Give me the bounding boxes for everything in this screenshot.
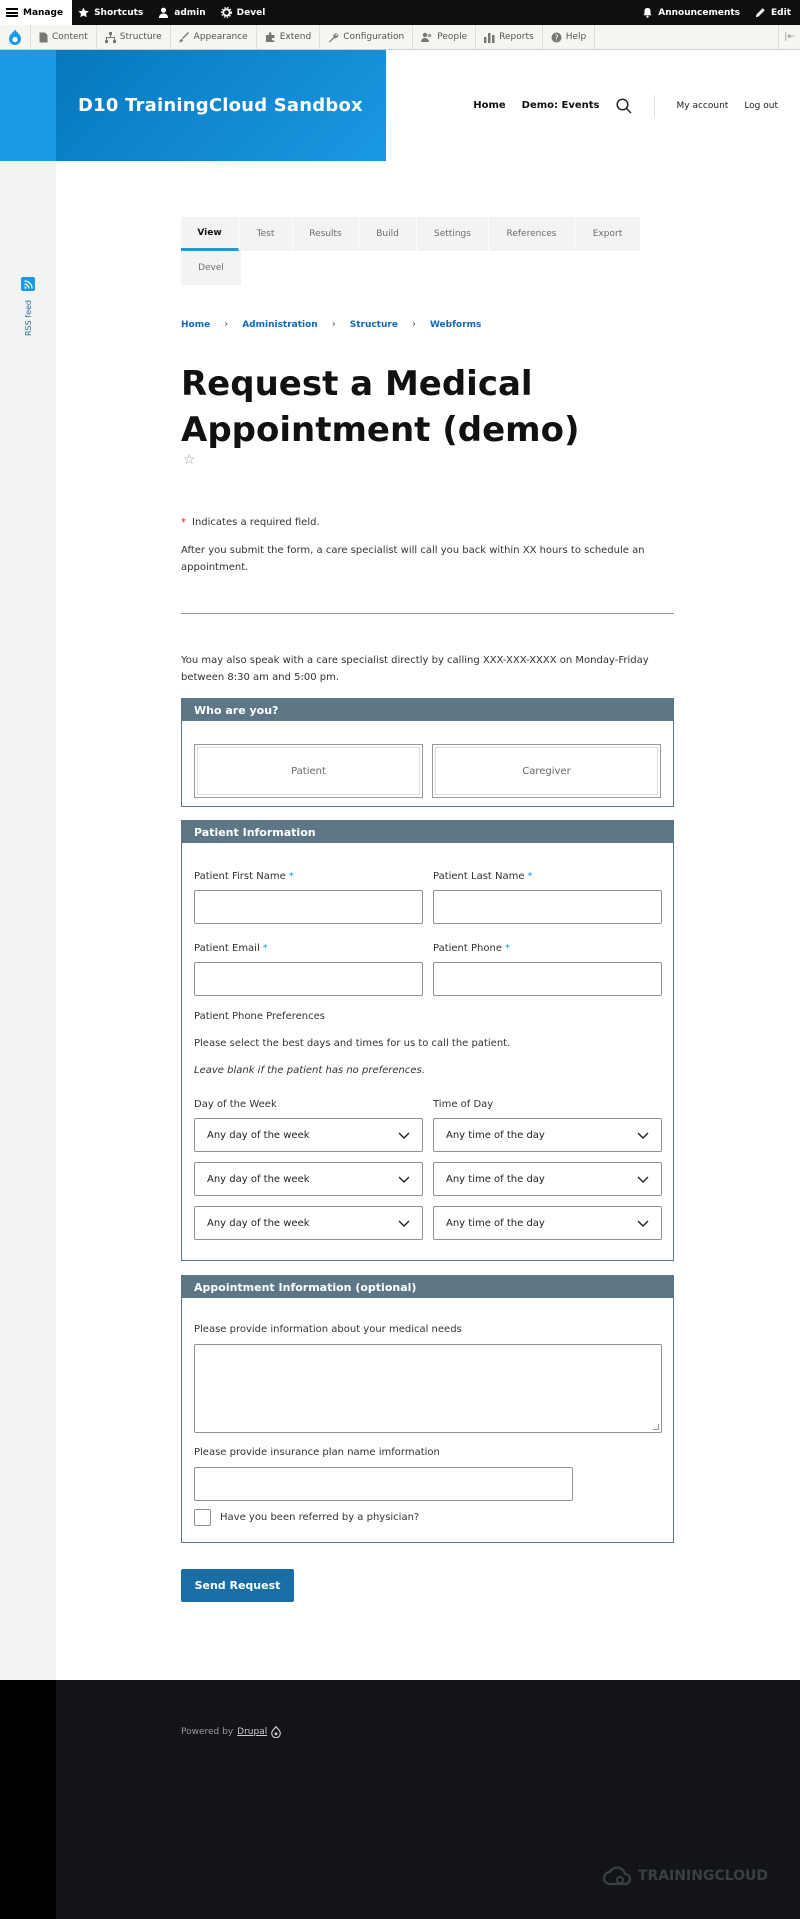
site-header [56,50,800,161]
tab-settings[interactable]: Settings [417,217,489,251]
medical-needs-label: Please provide information about your medical needs [194,1324,462,1335]
time-select-value: Any time of the day [446,1129,545,1141]
tray-orientation-toggle[interactable] [778,25,800,49]
powered-by [181,1726,281,1738]
tray-reports-label: Reports [499,32,534,42]
day-select-1[interactable] [194,1118,423,1152]
phone-prefs-hint: Leave blank if the patient has no preferences. [194,1065,425,1076]
tray-extend[interactable] [257,25,321,49]
tab-export[interactable]: Export [575,217,641,251]
referred-label[interactable]: Have you been referred by a physician? [220,1512,420,1523]
edit-tab[interactable] [749,0,800,25]
chevron-down-icon [398,1129,410,1141]
tab-build[interactable]: Build [359,217,417,251]
nav-home[interactable]: Home [473,100,506,111]
trainingcloud-logo [602,1864,768,1888]
local-tasks [181,217,649,285]
day-select-value: Any day of the week [207,1129,310,1141]
search-icon[interactable] [616,98,632,114]
tray-content[interactable] [31,25,97,49]
resize-handle-icon[interactable] [653,1424,659,1430]
tray-extend-label: Extend [279,32,312,42]
manage-tab[interactable] [0,0,72,25]
tray-configuration[interactable] [320,25,413,49]
nav-demo-events[interactable]: Demo: Events [521,100,600,111]
powered-by-text: Powered by [181,1727,234,1737]
who-fieldset [181,698,674,807]
star-icon [78,7,89,18]
email-field[interactable] [194,962,423,996]
day-select-value: Any day of the week [207,1217,310,1229]
brush-icon [179,32,190,43]
chevron-down-icon [398,1173,410,1185]
tray-appearance-label: Appearance [193,32,248,42]
tab-test[interactable]: Test [239,217,293,251]
wrench-icon [328,32,339,43]
tray-configuration-label: Configuration [343,32,405,42]
email-label: Patient Email * [194,943,268,954]
nav-divider [654,95,655,117]
admin-toolbar [0,0,800,25]
nav-my-account[interactable]: My account [676,100,729,111]
user-icon [158,7,169,18]
sitemap-icon [105,32,116,43]
tab-references[interactable]: References [489,217,575,251]
tab-results[interactable]: Results [293,217,359,251]
tab-devel[interactable]: Devel [181,251,242,285]
breadcrumb-webforms[interactable]: Webforms [429,319,482,330]
tab-view[interactable]: View [181,217,239,251]
shortcuts-label: Shortcuts [94,7,144,18]
chevron-down-icon [637,1129,649,1141]
time-of-day-label: Time of Day [433,1099,494,1110]
breadcrumb-home[interactable]: Home [181,319,211,330]
insurance-label: Please provide insurance plan name imformation [194,1447,440,1458]
svg-text:?: ? [554,32,559,42]
bar-chart-icon [484,32,495,43]
phone-prefs-description: Please select the best days and times for us to call the patient. [194,1038,511,1049]
time-select-value: Any time of the day [446,1173,545,1185]
tray-people-label: People [437,32,468,42]
gear-icon [221,7,232,18]
time-select-1[interactable] [433,1118,662,1152]
referred-checkbox[interactable] [194,1509,211,1526]
day-select-3[interactable] [194,1206,423,1240]
divider [181,613,674,614]
bell-icon [642,7,653,18]
tray-help[interactable] [543,25,596,49]
patient-legend: Patient Information [182,821,673,843]
day-of-week-label: Day of the Week [194,1099,277,1110]
last-name-label: Patient Last Name * [433,871,533,882]
tray-help-label: Help [565,32,587,42]
appointment-fieldset [181,1275,674,1543]
devel-tab[interactable] [215,0,275,25]
chevron-right-icon: › [411,319,416,330]
chevron-right-icon: › [224,319,229,330]
user-label: admin [174,7,206,18]
breadcrumb [181,319,481,330]
phone-prefs-title: Patient Phone Preferences [194,1011,325,1022]
required-note-text: Indicates a required field. [192,517,320,528]
tray-appearance[interactable] [171,25,257,49]
send-request-button[interactable]: Send Request [181,1569,294,1602]
day-select-2[interactable] [194,1162,423,1196]
left-sidebar [0,50,56,1680]
footer-rail [0,1680,56,1919]
appointment-legend: Appointment Information (optional) [182,1276,673,1298]
drupal-link[interactable]: Drupal [237,1727,268,1737]
manage-label: Manage [23,7,64,18]
chevron-right-icon: › [331,319,336,330]
nav-log-out[interactable]: Log out [744,100,778,111]
devel-label: Devel [236,7,266,18]
main-navigation [473,50,778,161]
breadcrumb-structure[interactable]: Structure [349,319,398,330]
tray-content-label: Content [52,32,88,42]
phone-field[interactable] [433,962,662,996]
insurance-field[interactable] [194,1467,573,1501]
time-select-3[interactable] [433,1206,662,1240]
announcements-tab[interactable] [636,0,749,25]
first-name-field[interactable] [194,890,423,924]
caregiver-option[interactable]: Caregiver [432,744,661,798]
first-name-label: Patient First Name * [194,871,294,882]
contact-text: You may also speak with a care specialist directly by calling XXX-XXX-XXXX on Monday-Friday between 8:30 am and 5:00 pm. [181,655,649,683]
chevron-down-icon [637,1173,649,1185]
chevron-down-icon [637,1217,649,1229]
patient-fieldset [181,820,674,1261]
puzzle-icon [265,32,276,43]
last-name-field[interactable] [433,890,662,924]
trainingcloud-logo-text: TRAININGCLOUD [637,1868,768,1884]
chevron-down-icon [398,1217,410,1229]
shortcuts-tab[interactable] [72,0,152,25]
announcements-label: Announcements [658,7,741,18]
favorite-star-icon[interactable]: ☆ [183,452,196,468]
tray-people[interactable] [413,25,476,49]
drupal-icon [271,1726,281,1738]
orientation-icon: |⇤ [784,32,795,42]
breadcrumb-administration[interactable]: Administration [242,319,318,330]
day-select-value: Any day of the week [207,1173,310,1185]
pencil-icon [755,7,766,18]
phone-label: Patient Phone * [433,943,510,954]
rss-icon[interactable] [21,277,35,291]
medical-needs-textarea[interactable] [194,1344,662,1433]
user-tab[interactable] [152,0,214,25]
document-icon [39,32,48,43]
time-select-value: Any time of the day [446,1217,545,1229]
rss-feed-link[interactable]: RSS feed [24,300,33,336]
admin-tray [0,25,800,50]
who-legend: Who are you? [182,699,673,721]
people-icon [421,32,433,43]
page-title: Request a Medical Appointment (demo) [181,364,580,450]
tray-structure-label: Structure [119,32,162,42]
cloud-icon [602,1864,632,1888]
site-branding[interactable] [56,50,386,161]
edit-label: Edit [771,7,791,18]
required-marker: * [181,517,186,528]
help-icon [551,32,562,43]
drupal-home-link[interactable] [0,25,31,49]
tray-reports[interactable] [476,25,543,49]
site-footer [56,1680,800,1919]
sidebar-brand-strip [0,50,56,161]
drupal-icon [8,29,22,45]
intro-text: After you submit the form, a care specialist will call you back within XX hours to schedule an appointment. [181,545,645,573]
time-select-2[interactable] [433,1162,662,1196]
patient-option[interactable]: Patient [194,744,423,798]
main-content [56,161,800,1680]
tray-structure[interactable] [97,25,171,49]
site-name[interactable]: D10 TrainingCloud Sandbox [78,95,363,116]
menu-icon [6,8,18,17]
required-note [181,517,320,528]
